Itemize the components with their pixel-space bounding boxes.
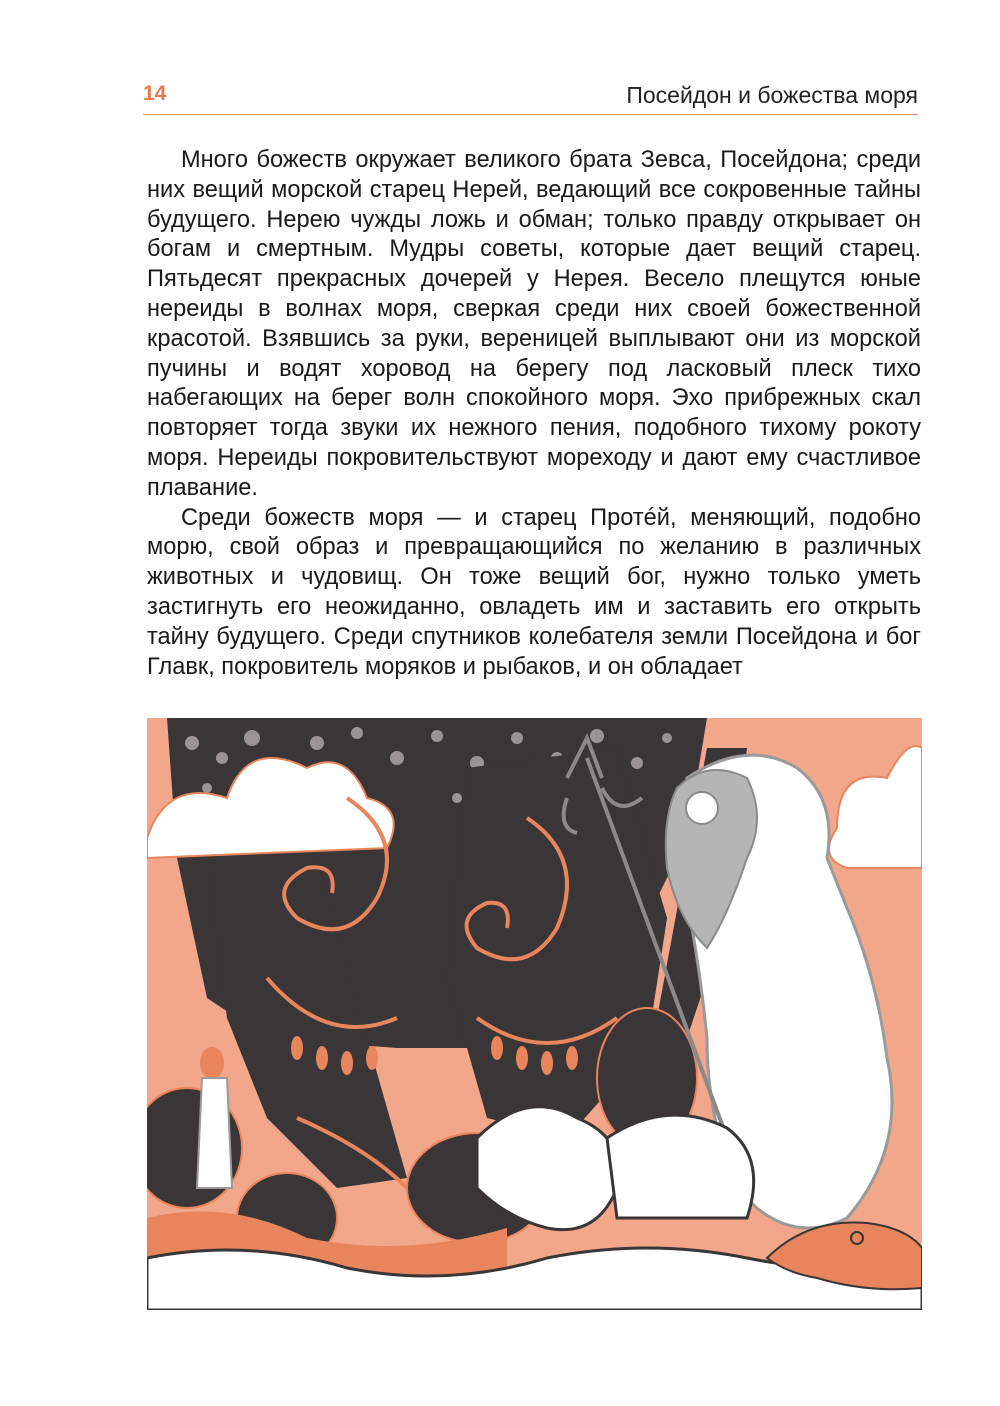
page-number: 14 [143, 82, 167, 105]
page-header [143, 78, 918, 115]
paragraph: Среди божеств моря — и старец Протéй, меняющий, подобно морю, свой образ и превращающийся по желанию в различных животных и чудовищ. Он тоже вещий бог, нужно только уметь застигнуть его неожиданно, овладеть им и заставить его открыть тайну будущего. Среди спутников колебателя земли Посейдона и бог Главк, покровитель моряков и рыбаков, и он обладает [147, 504, 921, 680]
illustration-art [147, 718, 922, 1310]
running-title: Посейдон и божества моря [626, 82, 918, 108]
poseidon-illustration [147, 718, 922, 1310]
paragraph: Много божеств окружает великого брата Зевса, Посейдона; среди них вещий морской старец Нерей, ведающий все сокровенные тайны будущего. Нерею чужды ложь и обман; только правду открывает он богам и смертным. Мудры советы, которые дает вещий старец. Пятьдесят прекрасных дочерей у Нерея. Весело плещутся юные нереиды в волнах моря, сверкая среди них своей божественной красотой. Взявшись за руки, вереницей выплывают они из морской пучины и водят хоровод на берегу под ласковый плеск тихо набегающих на берег волн спокойного моря. Эхо прибрежных скал повторяет тогда звуки их нежного пения, подобного тихому рокоту моря. Нереиды покровительствуют мореходу и дают ему счастливое плавание. [147, 147, 921, 501]
body-text [147, 146, 921, 682]
